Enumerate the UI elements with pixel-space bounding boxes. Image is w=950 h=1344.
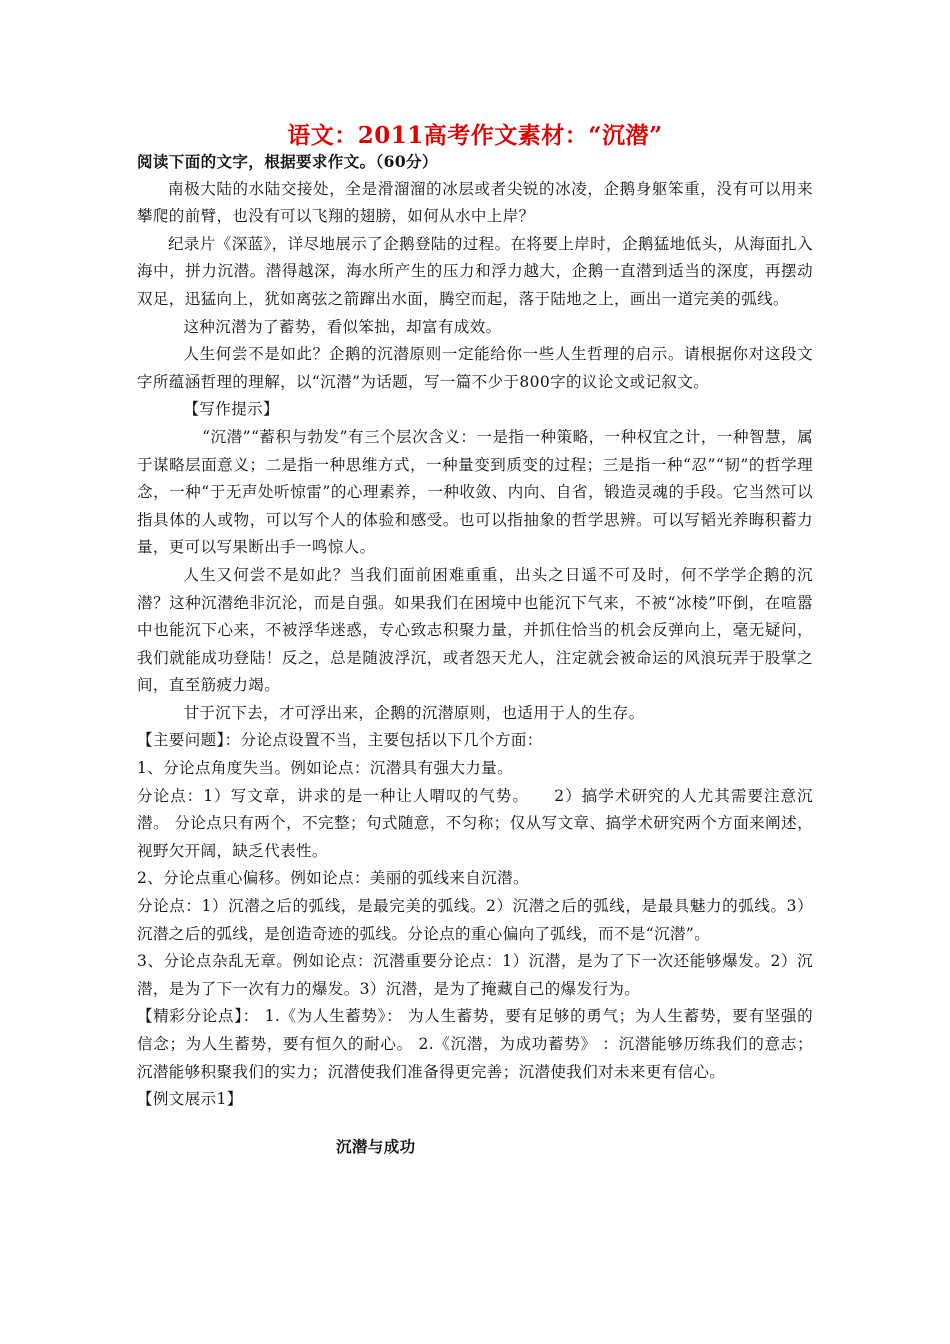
document-title: 语文：2011高考作文素材：“沉潜” bbox=[287, 122, 663, 149]
example-heading: 【例文展示1】 bbox=[137, 1090, 243, 1109]
problem-item-2: 2、分论点重心偏移。例如论点：美丽的弧线来自沉潜。 bbox=[137, 869, 529, 888]
paragraph-effect: 这种沉潜为了蓄势，看似笨拙，却富有成效。 bbox=[183, 317, 502, 336]
writing-tips-text: “沉潜”“蓄积与勃发”有三个层次含义：一是指一种策略，一种权宜之计，一种智慧，属于谋略层面意义；二是指一种思维方式，一种量变到质变的过程；三是指一种“忍”“韧”的哲学理念，一种“于无声处听惊雷”的心理素养，一种收敛、内向、自省，锻造灵魂的手段。它当然可以指具体的人或物，可以写个人的体验和感受。也可以指抽象的哲学思辨。可以写韬光养晦积蓄力量，更可以写果断出手一鸣惊人。 bbox=[137, 427, 813, 557]
instruction-line: 阅读下面的文字，根据要求作文。（60分） bbox=[137, 152, 438, 171]
problem-item-1: 1、分论点角度失当。例如论点：沉潜具有强大力量。 bbox=[137, 759, 513, 778]
document-body bbox=[137, 148, 813, 1160]
problems-heading: 【主要问题】：分论点设置不当，主要包括以下几个方面： bbox=[137, 731, 543, 750]
highlight-subpoints: 【精彩分论点】： 1.《为人生蓄势》： 为人生蓄势，要有足够的勇气；为人生蓄势，要有坚强的信念；为人生蓄势，要有恒久的耐心。 2.《沉潜，为成功蓄势》 ：沉潜能够历练我们的意志；沉潜能够积聚我们的实力；沉潜使我们准备得更完善；沉潜使我们对未来更有信心。 bbox=[137, 1007, 813, 1081]
problem-item-3: 3、分论点杂乱无章。例如论点：沉潜重要分论点：1）沉潜，是为了下一次还能够爆发。2）沉潜，是为了下一次有力的爆发。3）沉潜，是为了掩藏自己的爆发行为。 bbox=[137, 952, 813, 998]
problem-item-2-detail: 分论点：1）沉潜之后的弧线，是最完美的弧线。2）沉潜之后的弧线，是最具魅力的弧线。3）沉潜之后的弧线，是创造奇迹的弧线。分论点的重心偏向了弧线，而不是“沉潜”。 bbox=[137, 897, 813, 943]
paragraph-documentary: 纪录片《深蓝》，详尽地展示了企鹅登陆的过程。在将要上岸时，企鹅猛地低头，从海面扎入海中，拼力沉潜。潜得越深，海水所产生的压力和浮力越大，企鹅一直潜到适当的深度，再摆动双足，迅猛向上，犹如离弦之箭蹿出水面，腾空而起，落于陆地之上，画出一道完美的弧线。 bbox=[137, 234, 813, 308]
paragraph-prompt: 人生何尝不是如此？企鹅的沉潜原则一定能给你一些人生哲理的启示。请根据你对这段文字所蕴涵哲理的理解，以“沉潜”为话题，写一篇不少于800字的议论文或记叙文。 bbox=[137, 345, 813, 391]
reflection-summary: 甘于沉下去，才可浮出来，企鹅的沉潜原则，也适用于人的生存。 bbox=[183, 703, 645, 722]
essay-title: 沉潜与成功 bbox=[336, 1136, 416, 1156]
writing-tips-heading: 【写作提示】 bbox=[183, 400, 279, 419]
problem-item-1-detail: 分论点：1）写文章，讲求的是一种让人喟叹的气势。 2）搞学术研究的人尤其需要注意沉潜。 分论点只有两个，不完整；句式随意，不匀称；仅从写文章、搞学术研究两个方面来阐述，视野欠开阔，缺乏代表性。 bbox=[137, 786, 813, 860]
paragraph-intro: 南极大陆的水陆交接处，全是滑溜溜的冰层或者尖锐的冰凌，企鹅身躯笨重，没有可以用来攀爬的前臂，也没有可以飞翔的翅膀，如何从水中上岸？ bbox=[137, 179, 813, 226]
reflection-paragraph: 人生又何尝不是如此？当我们面前困难重重，出头之日遥不可及时，何不学学企鹅的沉潜？这种沉潜绝非沉沦，而是自强。如果我们在困境中也能沉下气来，不被“冰棱”吓倒，在喧嚣中也能沉下心来，不被浮华迷惑，专心致志积聚力量，并抓住恰当的机会反弹向上，毫无疑问，我们就能成功登陆！反之，总是随波浮沉，或者怨天尤人，注定就会被命运的风浪玩弄于股掌之间，直至筋疲力竭。 bbox=[137, 565, 813, 695]
